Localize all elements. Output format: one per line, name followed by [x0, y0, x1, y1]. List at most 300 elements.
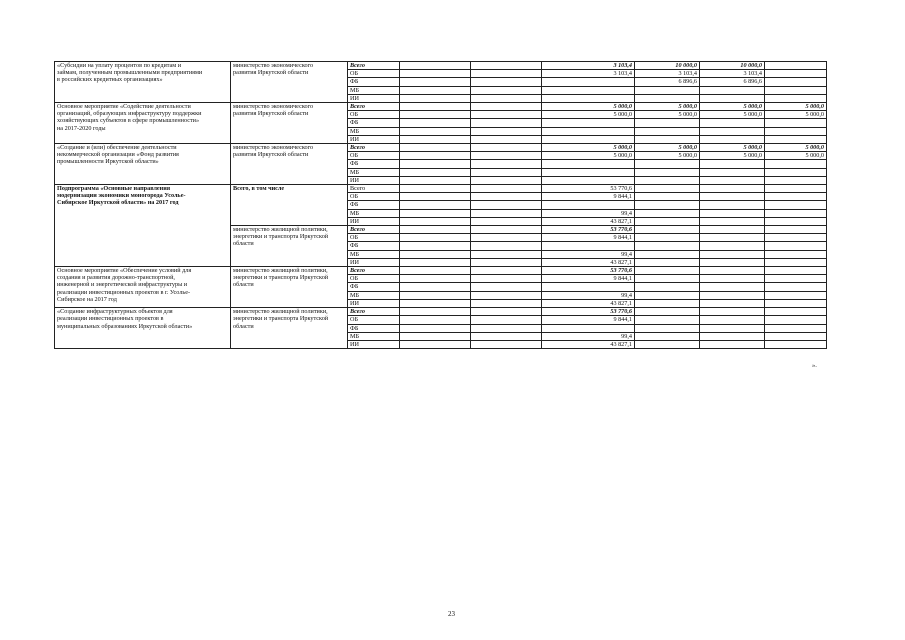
value-cell — [765, 70, 827, 78]
funding-source-cell: МБ — [348, 86, 400, 94]
table-row — [55, 267, 827, 275]
value-cell — [635, 291, 700, 299]
funding-source-cell: ИИ — [348, 176, 400, 184]
value-cell — [765, 234, 827, 242]
value-cell — [635, 234, 700, 242]
value-cell: 5 000,0 — [542, 152, 635, 160]
program-name-line: реализации инвестиционных проектов в — [57, 315, 164, 323]
funding-source-cell: МБ — [348, 332, 400, 340]
empty-cell — [471, 119, 542, 127]
empty-cell — [400, 168, 471, 176]
value-cell — [765, 258, 827, 266]
program-name-cell — [55, 62, 231, 103]
value-cell — [765, 160, 827, 168]
value-cell — [700, 119, 765, 127]
executor-name-line: энергетики и транспорта Иркутской — [233, 233, 329, 241]
value-cell — [765, 209, 827, 217]
empty-cell — [471, 275, 542, 283]
value-cell: 99,4 — [542, 332, 635, 340]
value-cell: 5 000,0 — [700, 144, 765, 152]
executor-name-line: министерство экономического — [233, 144, 314, 152]
empty-cell — [471, 144, 542, 152]
funding-source-cell: ОБ — [348, 193, 400, 201]
empty-cell — [471, 176, 542, 184]
value-cell — [765, 217, 827, 225]
executor-cell — [231, 226, 348, 267]
value-cell — [542, 160, 635, 168]
funding-source-cell: МБ — [348, 209, 400, 217]
value-cell — [700, 168, 765, 176]
executor-cell — [231, 308, 348, 349]
executor-name-line: министерство экономического — [233, 62, 314, 69]
empty-cell — [400, 127, 471, 135]
empty-cell — [400, 291, 471, 299]
empty-cell — [400, 226, 471, 234]
empty-cell — [471, 185, 542, 193]
value-cell — [700, 308, 765, 316]
executor-cell — [231, 185, 348, 226]
value-cell — [700, 291, 765, 299]
empty-cell — [471, 308, 542, 316]
value-cell — [765, 62, 827, 70]
funding-source-cell: ФБ — [348, 119, 400, 127]
value-cell — [700, 86, 765, 94]
empty-cell — [471, 103, 542, 111]
funding-source-cell: ИИ — [348, 135, 400, 143]
value-cell — [542, 324, 635, 332]
value-cell — [700, 283, 765, 291]
table-row — [55, 308, 827, 316]
value-cell — [765, 201, 827, 209]
empty-cell — [400, 283, 471, 291]
funding-source-cell: Всего — [348, 144, 400, 152]
value-cell — [765, 176, 827, 184]
empty-cell — [400, 94, 471, 102]
program-name-line: реализации инвестиционных проектов в г. Усолье- — [57, 288, 191, 296]
empty-cell — [400, 152, 471, 160]
funding-source-cell: Всего — [348, 103, 400, 111]
empty-cell — [400, 299, 471, 307]
value-cell — [542, 242, 635, 250]
value-cell — [542, 201, 635, 209]
empty-cell — [400, 209, 471, 217]
empty-cell — [471, 78, 542, 86]
value-cell: 43 827,1 — [542, 340, 635, 348]
value-cell: 5 000,0 — [542, 144, 635, 152]
empty-cell — [471, 242, 542, 250]
value-cell: 43 827,1 — [542, 217, 635, 225]
value-cell — [635, 94, 700, 102]
value-cell — [542, 119, 635, 127]
value-cell: 53 770,6 — [542, 226, 635, 234]
program-name-line: некоммерческой организации «Фонд развития — [57, 151, 179, 159]
page-number: 23 — [448, 610, 455, 618]
value-cell — [765, 86, 827, 94]
program-name-line: займам, полученным промышленными предприятиями — [57, 69, 203, 77]
program-name-line: «Создание и (или) обеспечение деятельности — [57, 144, 177, 152]
program-name-line: Основное мероприятие «Обеспечение условий для — [57, 267, 192, 275]
empty-cell — [400, 340, 471, 348]
value-cell — [542, 135, 635, 143]
value-cell: 5 000,0 — [765, 111, 827, 119]
empty-cell — [471, 152, 542, 160]
value-cell — [700, 258, 765, 266]
value-cell: 99,4 — [542, 291, 635, 299]
empty-cell — [471, 127, 542, 135]
value-cell: 53 770,6 — [542, 308, 635, 316]
value-cell: 5 000,0 — [635, 152, 700, 160]
value-cell — [700, 217, 765, 225]
empty-cell — [471, 267, 542, 275]
empty-cell — [400, 308, 471, 316]
value-cell — [635, 250, 700, 258]
empty-cell — [400, 86, 471, 94]
executor-name-line: Всего, в том числе — [233, 185, 285, 193]
value-cell — [765, 283, 827, 291]
empty-cell — [400, 185, 471, 193]
empty-cell — [471, 94, 542, 102]
value-cell — [700, 193, 765, 201]
empty-cell — [400, 78, 471, 86]
funding-source-cell: ФБ — [348, 201, 400, 209]
empty-cell — [471, 70, 542, 78]
executor-cell — [231, 103, 348, 144]
value-cell: 3 103,4 — [542, 62, 635, 70]
funding-source-cell: ОБ — [348, 316, 400, 324]
funding-source-cell: МБ — [348, 168, 400, 176]
empty-cell — [471, 135, 542, 143]
program-name-line: инженерной и энергетической инфраструктуры и — [57, 281, 188, 289]
funding-source-cell: Всего — [348, 185, 400, 193]
empty-cell — [400, 324, 471, 332]
funding-source-cell: ФБ — [348, 283, 400, 291]
value-cell — [700, 209, 765, 217]
executor-name-line: министерство жилищной политики, — [233, 308, 328, 316]
value-cell — [635, 217, 700, 225]
value-cell — [635, 242, 700, 250]
value-cell — [765, 78, 827, 86]
empty-cell — [400, 275, 471, 283]
funding-source-cell: ФБ — [348, 160, 400, 168]
value-cell: 53 770,6 — [542, 185, 635, 193]
value-cell — [765, 267, 827, 275]
funding-source-cell: ИИ — [348, 217, 400, 225]
value-cell — [635, 340, 700, 348]
value-cell — [635, 185, 700, 193]
value-cell: 6 896,6 — [700, 78, 765, 86]
value-cell — [700, 299, 765, 307]
value-cell — [700, 201, 765, 209]
empty-cell — [471, 340, 542, 348]
value-cell — [765, 291, 827, 299]
value-cell — [765, 308, 827, 316]
value-cell — [700, 226, 765, 234]
executor-name-line: области — [233, 322, 254, 330]
empty-cell — [471, 299, 542, 307]
empty-cell — [400, 267, 471, 275]
empty-cell — [471, 283, 542, 291]
value-cell: 5 000,0 — [765, 103, 827, 111]
empty-cell — [400, 62, 471, 70]
empty-cell — [471, 332, 542, 340]
empty-cell — [400, 242, 471, 250]
executor-name-line: области — [233, 240, 254, 248]
program-name-line: на 2017-2020 годы — [57, 124, 106, 132]
program-name-line: Подпрограмма «Основные направления — [57, 185, 171, 193]
empty-cell — [400, 193, 471, 201]
funding-source-cell: ФБ — [348, 324, 400, 332]
value-cell — [635, 86, 700, 94]
value-cell — [765, 193, 827, 201]
program-name-line: в российских кредитных организациях» — [57, 76, 163, 84]
program-name-line: модернизации экономики моногорода Усолье- — [57, 192, 186, 200]
table-row — [55, 62, 827, 70]
value-cell: 53 770,6 — [542, 267, 635, 275]
table-row — [55, 144, 827, 152]
funding-source-cell: ОБ — [348, 275, 400, 283]
funding-source-cell: ИИ — [348, 258, 400, 266]
funding-source-cell: МБ — [348, 250, 400, 258]
value-cell: 10 000,0 — [700, 62, 765, 70]
budget-table — [54, 61, 827, 349]
value-cell — [765, 226, 827, 234]
value-cell — [635, 283, 700, 291]
value-cell — [700, 135, 765, 143]
value-cell — [765, 185, 827, 193]
value-cell: 43 827,1 — [542, 299, 635, 307]
empty-cell — [471, 291, 542, 299]
value-cell — [765, 135, 827, 143]
empty-cell — [471, 250, 542, 258]
value-cell: 5 000,0 — [635, 103, 700, 111]
value-cell — [765, 299, 827, 307]
empty-cell — [400, 70, 471, 78]
value-cell: 3 103,4 — [542, 70, 635, 78]
value-cell — [700, 267, 765, 275]
value-cell — [765, 119, 827, 127]
value-cell — [635, 267, 700, 275]
value-cell: 9 844,1 — [542, 234, 635, 242]
value-cell — [700, 234, 765, 242]
value-cell: 9 844,1 — [542, 316, 635, 324]
value-cell — [635, 275, 700, 283]
value-cell — [635, 308, 700, 316]
value-cell — [765, 275, 827, 283]
empty-cell — [400, 119, 471, 127]
empty-cell — [471, 168, 542, 176]
executor-name-line: развития Иркутской области — [233, 69, 309, 77]
executor-name-line: министерство жилищной политики, — [233, 267, 328, 275]
empty-cell — [471, 209, 542, 217]
value-cell — [765, 340, 827, 348]
empty-cell — [400, 234, 471, 242]
empty-cell — [400, 332, 471, 340]
value-cell — [542, 127, 635, 135]
program-name-cell — [55, 144, 231, 185]
empty-cell — [400, 176, 471, 184]
value-cell — [700, 127, 765, 135]
budget-table-body — [55, 62, 827, 349]
empty-cell — [471, 217, 542, 225]
value-cell: 9 844,1 — [542, 275, 635, 283]
program-name-line: муниципальных образованиях Иркутской области» — [57, 322, 193, 330]
empty-cell — [400, 316, 471, 324]
program-name-line: создания и развития дорожно-транспортной, — [57, 274, 175, 282]
executor-name-line: энергетики и транспорта Иркутской — [233, 315, 329, 323]
value-cell — [635, 127, 700, 135]
value-cell — [635, 324, 700, 332]
value-cell: 3 103,4 — [635, 70, 700, 78]
funding-source-cell: МБ — [348, 291, 400, 299]
funding-source-cell: Всего — [348, 62, 400, 70]
value-cell: 5 000,0 — [700, 103, 765, 111]
value-cell — [635, 135, 700, 143]
empty-cell — [471, 111, 542, 119]
empty-cell — [471, 201, 542, 209]
value-cell — [635, 209, 700, 217]
executor-name-line: развития Иркутской области — [233, 151, 309, 159]
empty-cell — [400, 160, 471, 168]
value-cell — [635, 168, 700, 176]
value-cell: 99,4 — [542, 209, 635, 217]
value-cell — [542, 78, 635, 86]
value-cell — [635, 160, 700, 168]
empty-cell — [471, 160, 542, 168]
value-cell: 99,4 — [542, 250, 635, 258]
closing-quote-mark: ». — [812, 362, 817, 369]
value-cell — [635, 332, 700, 340]
value-cell — [765, 127, 827, 135]
empty-cell — [471, 193, 542, 201]
program-name-line: «Субсидии на уплату процентов по кредитам и — [57, 62, 182, 69]
value-cell: 5 000,0 — [765, 152, 827, 160]
funding-source-cell: МБ — [348, 127, 400, 135]
empty-cell — [400, 250, 471, 258]
value-cell — [700, 185, 765, 193]
empty-cell — [471, 234, 542, 242]
value-cell: 5 000,0 — [635, 144, 700, 152]
executor-name-line: министерство экономического — [233, 103, 314, 111]
value-cell — [542, 94, 635, 102]
program-name-cell — [55, 267, 231, 308]
value-cell — [542, 283, 635, 291]
empty-cell — [400, 201, 471, 209]
value-cell — [765, 332, 827, 340]
value-cell — [635, 201, 700, 209]
value-cell — [635, 258, 700, 266]
value-cell: 5 000,0 — [700, 152, 765, 160]
value-cell — [700, 324, 765, 332]
executor-name-line: министерство жилищной политики, — [233, 226, 328, 234]
value-cell — [765, 94, 827, 102]
value-cell — [542, 168, 635, 176]
program-name-line: хозяйствующих субъектов в сфере промышленности» — [57, 117, 200, 125]
program-name-line: Сибирское Иркутской области» на 2017 год — [57, 199, 179, 207]
value-cell — [542, 86, 635, 94]
value-cell — [635, 176, 700, 184]
program-name-cell — [55, 185, 231, 267]
empty-cell — [471, 324, 542, 332]
program-name-line: организаций, образующих инфраструктуру поддержки — [57, 110, 202, 118]
value-cell — [635, 193, 700, 201]
value-cell — [635, 299, 700, 307]
value-cell: 3 103,4 — [700, 70, 765, 78]
executor-name-line: энергетики и транспорта Иркутской — [233, 274, 329, 282]
program-name-line: «Создание инфраструктурных объектов для — [57, 308, 173, 316]
value-cell: 10 000,0 — [635, 62, 700, 70]
table-row — [55, 103, 827, 111]
funding-source-cell: Всего — [348, 226, 400, 234]
value-cell: 6 896,6 — [635, 78, 700, 86]
value-cell — [765, 250, 827, 258]
funding-source-cell: ОБ — [348, 111, 400, 119]
value-cell — [700, 160, 765, 168]
empty-cell — [400, 258, 471, 266]
empty-cell — [400, 217, 471, 225]
funding-source-cell: ИИ — [348, 94, 400, 102]
funding-source-cell: ОБ — [348, 70, 400, 78]
value-cell — [765, 168, 827, 176]
funding-source-cell: ИИ — [348, 299, 400, 307]
empty-cell — [471, 62, 542, 70]
funding-source-cell: ОБ — [348, 234, 400, 242]
value-cell — [635, 316, 700, 324]
empty-cell — [471, 226, 542, 234]
executor-name-line: области — [233, 281, 254, 289]
value-cell: 5 000,0 — [542, 103, 635, 111]
empty-cell — [471, 258, 542, 266]
program-name-line: Основное мероприятие «Содействие деятельности — [57, 103, 191, 111]
value-cell: 5 000,0 — [765, 144, 827, 152]
program-name-cell — [55, 308, 231, 349]
funding-source-cell: ФБ — [348, 78, 400, 86]
funding-source-cell: Всего — [348, 267, 400, 275]
executor-name-line: развития Иркутской области — [233, 110, 309, 118]
program-name-line: промышленности Иркутской области» — [57, 158, 159, 166]
value-cell — [635, 226, 700, 234]
empty-cell — [400, 111, 471, 119]
empty-cell — [471, 86, 542, 94]
value-cell — [765, 316, 827, 324]
table-row — [55, 185, 827, 193]
funding-source-cell: ИИ — [348, 340, 400, 348]
empty-cell — [400, 103, 471, 111]
value-cell: 5 000,0 — [700, 111, 765, 119]
value-cell — [765, 324, 827, 332]
value-cell: 9 844,1 — [542, 193, 635, 201]
value-cell — [700, 332, 765, 340]
empty-cell — [471, 316, 542, 324]
value-cell: 43 827,1 — [542, 258, 635, 266]
empty-cell — [400, 144, 471, 152]
value-cell — [765, 242, 827, 250]
value-cell — [700, 94, 765, 102]
value-cell — [700, 275, 765, 283]
value-cell — [700, 176, 765, 184]
value-cell — [700, 340, 765, 348]
value-cell — [635, 119, 700, 127]
value-cell — [542, 176, 635, 184]
program-name-cell — [55, 103, 231, 144]
program-name-line: Сибирское на 2017 год — [57, 295, 117, 303]
executor-cell — [231, 62, 348, 103]
value-cell — [700, 242, 765, 250]
funding-source-cell: Всего — [348, 308, 400, 316]
funding-source-cell: ОБ — [348, 152, 400, 160]
executor-cell — [231, 267, 348, 308]
executor-cell — [231, 144, 348, 185]
value-cell: 5 000,0 — [542, 111, 635, 119]
